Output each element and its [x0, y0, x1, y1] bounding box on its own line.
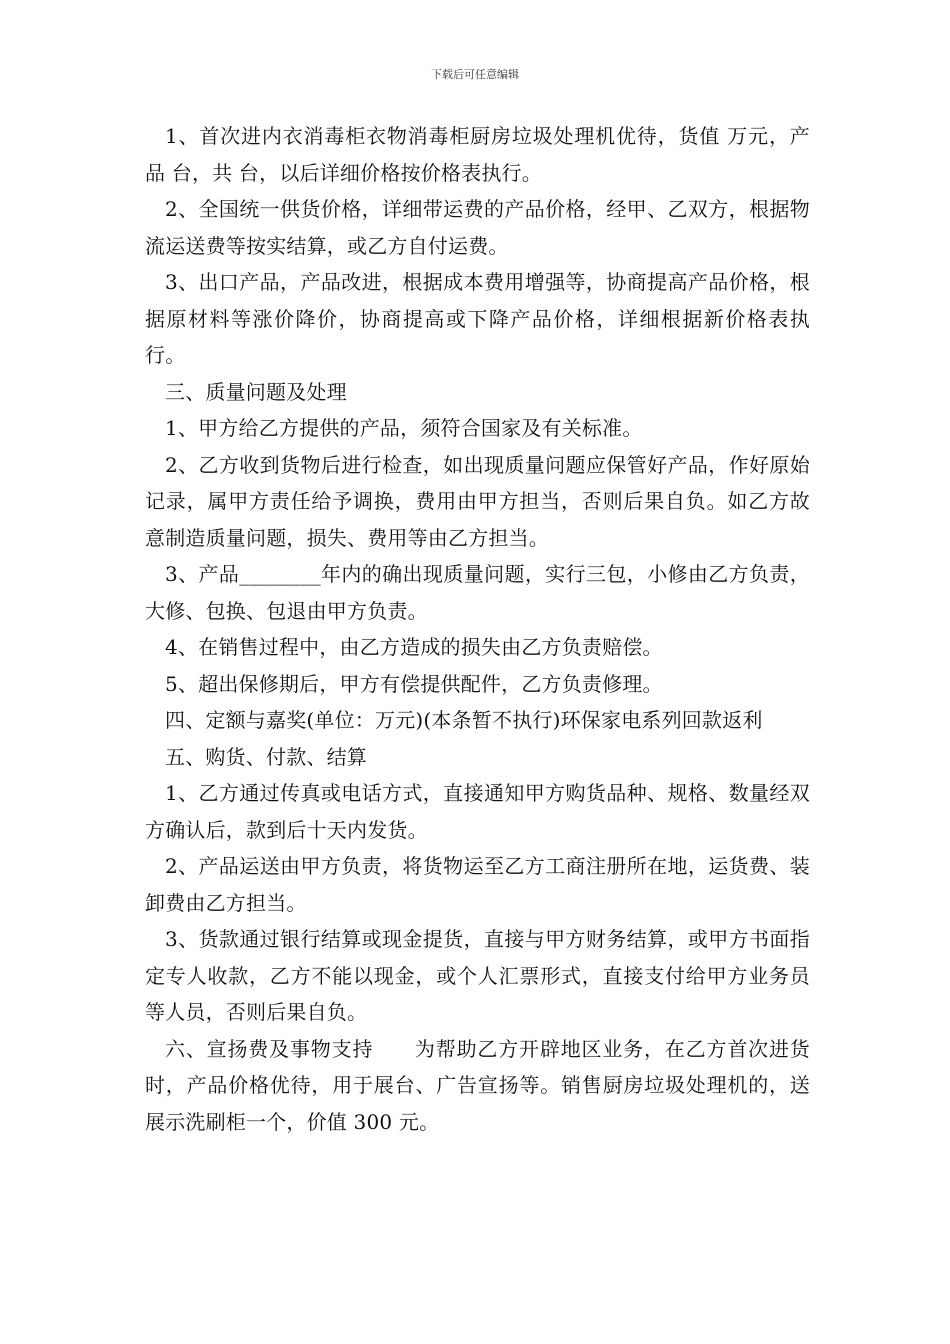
paragraph: 2、产品运送由甲方负责，将货物运至乙方工商注册所在地，运货费、装卸费由乙方担当。: [145, 854, 810, 915]
paragraph: 5、超出保修期后，甲方有偿提供配件，乙方负责修理。: [165, 671, 663, 696]
paragraph: 3、产品________年内的确出现质量问题，实行三包，小修由乙方负责，大修、包换、包退由甲方负责。: [145, 562, 810, 623]
section-heading: 四、定额与嘉奖(单位：万元)(本条暂不执行)环保家电系列回款返利: [165, 708, 763, 732]
page-header: 下载后可任意编辑: [431, 68, 519, 81]
paragraph: 4、在销售过程中，由乙方造成的损失由乙方负责赔偿。: [165, 635, 663, 659]
paragraph: 1、乙方通过传真或电话方式，直接通知甲方购货品种、规格、数量经双方确认后，款到后十天内发货。: [145, 781, 810, 842]
paragraph: 3、出口产品，产品改进，根据成本费用增强等，协商提高产品价格，根据原材料等涨价降价，协商提高或下降产品价格，详细根据新价格表执行。: [145, 270, 810, 367]
paragraph: 1、甲方给乙方提供的产品，须符合国家及有关标准。: [165, 416, 643, 440]
paragraph: 2、乙方收到货物后进行检查，如出现质量问题应保管好产品，作好原始记录，属甲方责任给予调换，费用由甲方担当，否则后果自负。如乙方故意制造质量问题，损失、费用等由乙方担当。: [145, 452, 810, 550]
paragraph: 2、全国统一供货价格，详细带运费的产品价格，经甲、乙双方，根据物流运送费等按实结算，或乙方自付运费。: [145, 197, 810, 258]
section-heading: 六、宣扬费及事物支持 为帮助乙方开辟地区业务，在乙方首次进货时，产品价格优待，用于展台、广告宣扬等。销售厨房垃圾处理机的，送展示洗刷柜一个，价值 300 元。: [145, 1036, 810, 1134]
document-body: [145, 118, 810, 1140]
paragraph: 3、货款通过银行结算或现金提货，直接与甲方财务结算，或甲方书面指定专人收款，乙方不能以现金，或个人汇票形式，直接支付给甲方业务员等人员，否则后果自负。: [145, 927, 810, 1024]
section-heading: 三、质量问题及处理: [165, 379, 347, 404]
paragraph: 1、首次进内衣消毒柜衣物消毒柜厨房垃圾处理机优待，货值 万元，产品 台，共 台，以后详细价格按价格表执行。: [145, 124, 810, 185]
section-heading: 五、购货、付款、结算: [165, 744, 367, 769]
